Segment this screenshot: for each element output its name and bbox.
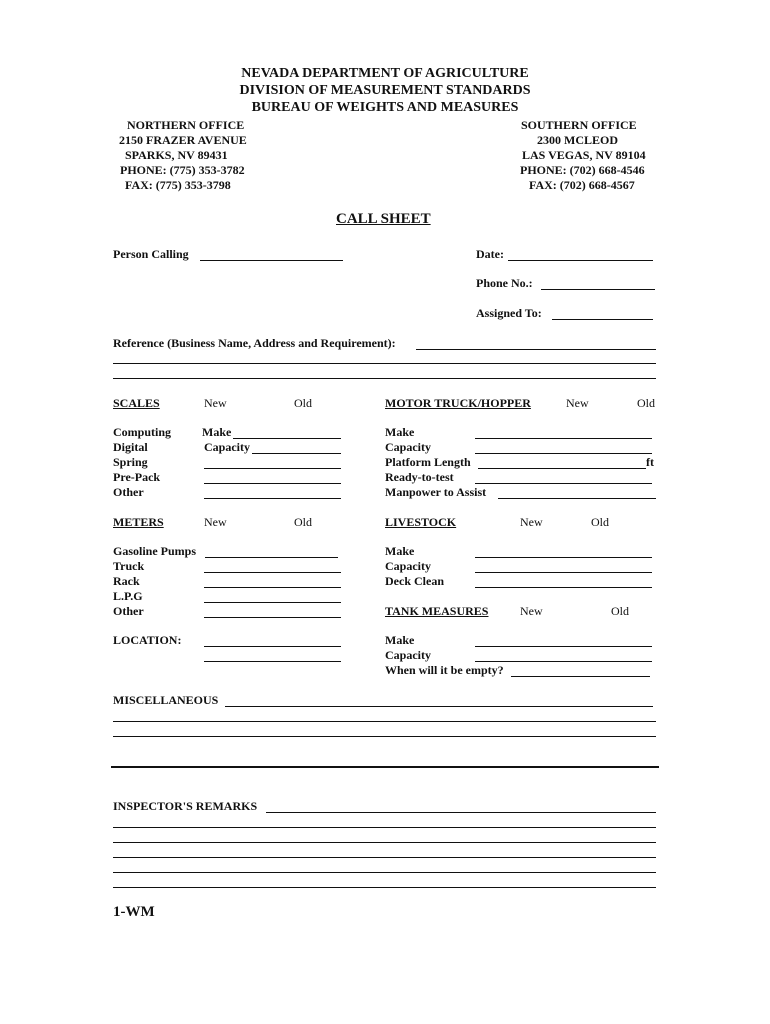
reference-label: Reference (Business Name, Address and Requirement): [113, 336, 396, 350]
phone-no-label: Phone No.: [476, 276, 533, 290]
meters-row-truck: Truck [113, 559, 145, 573]
form-title: CALL SHEET [336, 211, 431, 227]
tank-capacity-label: Capacity [385, 648, 431, 662]
platform-length-unit: ft [646, 455, 654, 469]
date-field[interactable] [508, 260, 653, 261]
scales-make-field[interactable] [233, 438, 341, 439]
tank-measures-new-option[interactable]: New [520, 604, 543, 618]
motor-truck-old-option[interactable]: Old [637, 396, 655, 410]
southern-office-address: 2300 MCLEOD [537, 133, 618, 147]
scales-make-label: Make [202, 425, 232, 439]
miscellaneous-field-2[interactable] [113, 721, 656, 722]
miscellaneous-field-1[interactable] [225, 706, 653, 707]
livestock-make-label: Make [385, 544, 415, 558]
scales-row-other: Other [113, 485, 144, 499]
tank-measures-old-option[interactable]: Old [611, 604, 629, 618]
livestock-new-option[interactable]: New [520, 515, 543, 529]
scales-row-computing: Computing [113, 425, 172, 439]
northern-office-phone: PHONE: (775) 353-3782 [120, 163, 245, 177]
scales-row-prepack: Pre-Pack [113, 470, 161, 484]
scales-title: SCALES [113, 396, 160, 410]
inspector-remarks-label: INSPECTOR'S REMARKS [113, 799, 258, 813]
agency-name: NEVADA DEPARTMENT OF AGRICULTURE [241, 66, 529, 81]
motor-truck-ready-label: Ready-to-test [385, 470, 454, 484]
livestock-make-field[interactable] [475, 557, 652, 558]
scales-capacity-field[interactable] [252, 453, 341, 454]
bureau-name: BUREAU OF WEIGHTS AND MEASURES [251, 100, 519, 115]
scales-spring-field[interactable] [204, 468, 341, 469]
scales-capacity-label: Capacity [204, 440, 250, 454]
inspector-remarks-field-1[interactable] [266, 812, 656, 813]
phone-no-field[interactable] [541, 289, 655, 290]
inspector-remarks-field-3[interactable] [113, 842, 656, 843]
tank-make-field[interactable] [475, 646, 652, 647]
scales-new-option[interactable]: New [204, 396, 227, 410]
location-field-1[interactable] [204, 646, 341, 647]
tank-empty-label: When will it be empty? [385, 663, 504, 677]
northern-office-fax: FAX: (775) 353-3798 [125, 178, 231, 192]
meters-truck-field[interactable] [204, 572, 341, 573]
motor-truck-new-option[interactable]: New [566, 396, 589, 410]
meters-other-field[interactable] [204, 617, 341, 618]
inspector-remarks-field-4[interactable] [113, 857, 656, 858]
inspector-remarks-field-2[interactable] [113, 827, 656, 828]
reference-field-1[interactable] [416, 349, 656, 350]
livestock-deck-field[interactable] [475, 587, 652, 588]
motor-truck-capacity-field[interactable] [475, 453, 652, 454]
tank-empty-field[interactable] [511, 676, 650, 677]
scales-other-field[interactable] [204, 498, 341, 499]
motor-truck-platform-field[interactable] [478, 468, 646, 469]
motor-truck-capacity-label: Capacity [385, 440, 431, 454]
person-calling-label: Person Calling [113, 247, 189, 261]
northern-office-address: 2150 FRAZER AVENUE [119, 133, 247, 147]
scales-row-digital: Digital [113, 440, 148, 454]
meters-lpg-field[interactable] [204, 602, 341, 603]
division-name: DIVISION OF MEASUREMENT STANDARDS [239, 83, 531, 98]
motor-truck-manpower-label: Manpower to Assist [385, 485, 487, 499]
form-code: 1-WM [113, 904, 155, 920]
tank-make-label: Make [385, 633, 415, 647]
reference-field-2[interactable] [113, 363, 656, 364]
scales-old-option[interactable]: Old [294, 396, 312, 410]
meters-old-option[interactable]: Old [294, 515, 312, 529]
person-calling-field[interactable] [200, 260, 343, 261]
livestock-capacity-field[interactable] [475, 572, 652, 573]
northern-office-title: NORTHERN OFFICE [127, 118, 245, 132]
scales-row-spring: Spring [113, 455, 148, 469]
tank-capacity-field[interactable] [475, 661, 652, 662]
location-label: LOCATION: [113, 633, 182, 647]
scales-prepack-field[interactable] [204, 483, 341, 484]
motor-truck-make-label: Make [385, 425, 415, 439]
inspector-remarks-field-5[interactable] [113, 872, 656, 873]
motor-truck-make-field[interactable] [475, 438, 652, 439]
inspector-remarks-field-6[interactable] [113, 887, 656, 888]
meters-row-rack: Rack [113, 574, 140, 588]
meters-row-other: Other [113, 604, 144, 618]
motor-truck-manpower-field[interactable] [498, 498, 656, 499]
meters-gasoline-field[interactable] [205, 557, 338, 558]
meters-rack-field[interactable] [204, 587, 341, 588]
assigned-to-field[interactable] [552, 319, 653, 320]
date-label: Date: [476, 247, 504, 261]
southern-office-fax: FAX: (702) 668-4567 [529, 178, 635, 192]
motor-truck-ready-field[interactable] [475, 483, 652, 484]
miscellaneous-field-3[interactable] [113, 736, 656, 737]
reference-field-3[interactable] [113, 378, 656, 379]
livestock-deck-label: Deck Clean [385, 574, 444, 588]
southern-office-phone: PHONE: (702) 668-4546 [520, 163, 645, 177]
meters-new-option[interactable]: New [204, 515, 227, 529]
southern-office-city: LAS VEGAS, NV 89104 [522, 148, 646, 162]
assigned-to-label: Assigned To: [476, 306, 542, 320]
livestock-capacity-label: Capacity [385, 559, 431, 573]
miscellaneous-label: MISCELLANEOUS [113, 693, 219, 707]
northern-office-city: SPARKS, NV 89431 [125, 148, 228, 162]
motor-truck-platform-label: Platform Length [385, 455, 471, 469]
motor-truck-title: MOTOR TRUCK/HOPPER [385, 396, 531, 410]
section-divider [111, 766, 659, 768]
tank-measures-title: TANK MEASURES [385, 604, 489, 618]
location-field-2[interactable] [204, 661, 341, 662]
meters-title: METERS [113, 515, 164, 529]
meters-row-lpg: L.P.G [113, 589, 143, 603]
livestock-title: LIVESTOCK [385, 515, 457, 529]
southern-office-title: SOUTHERN OFFICE [521, 118, 637, 132]
meters-row-gasoline: Gasoline Pumps [113, 544, 197, 558]
livestock-old-option[interactable]: Old [591, 515, 609, 529]
